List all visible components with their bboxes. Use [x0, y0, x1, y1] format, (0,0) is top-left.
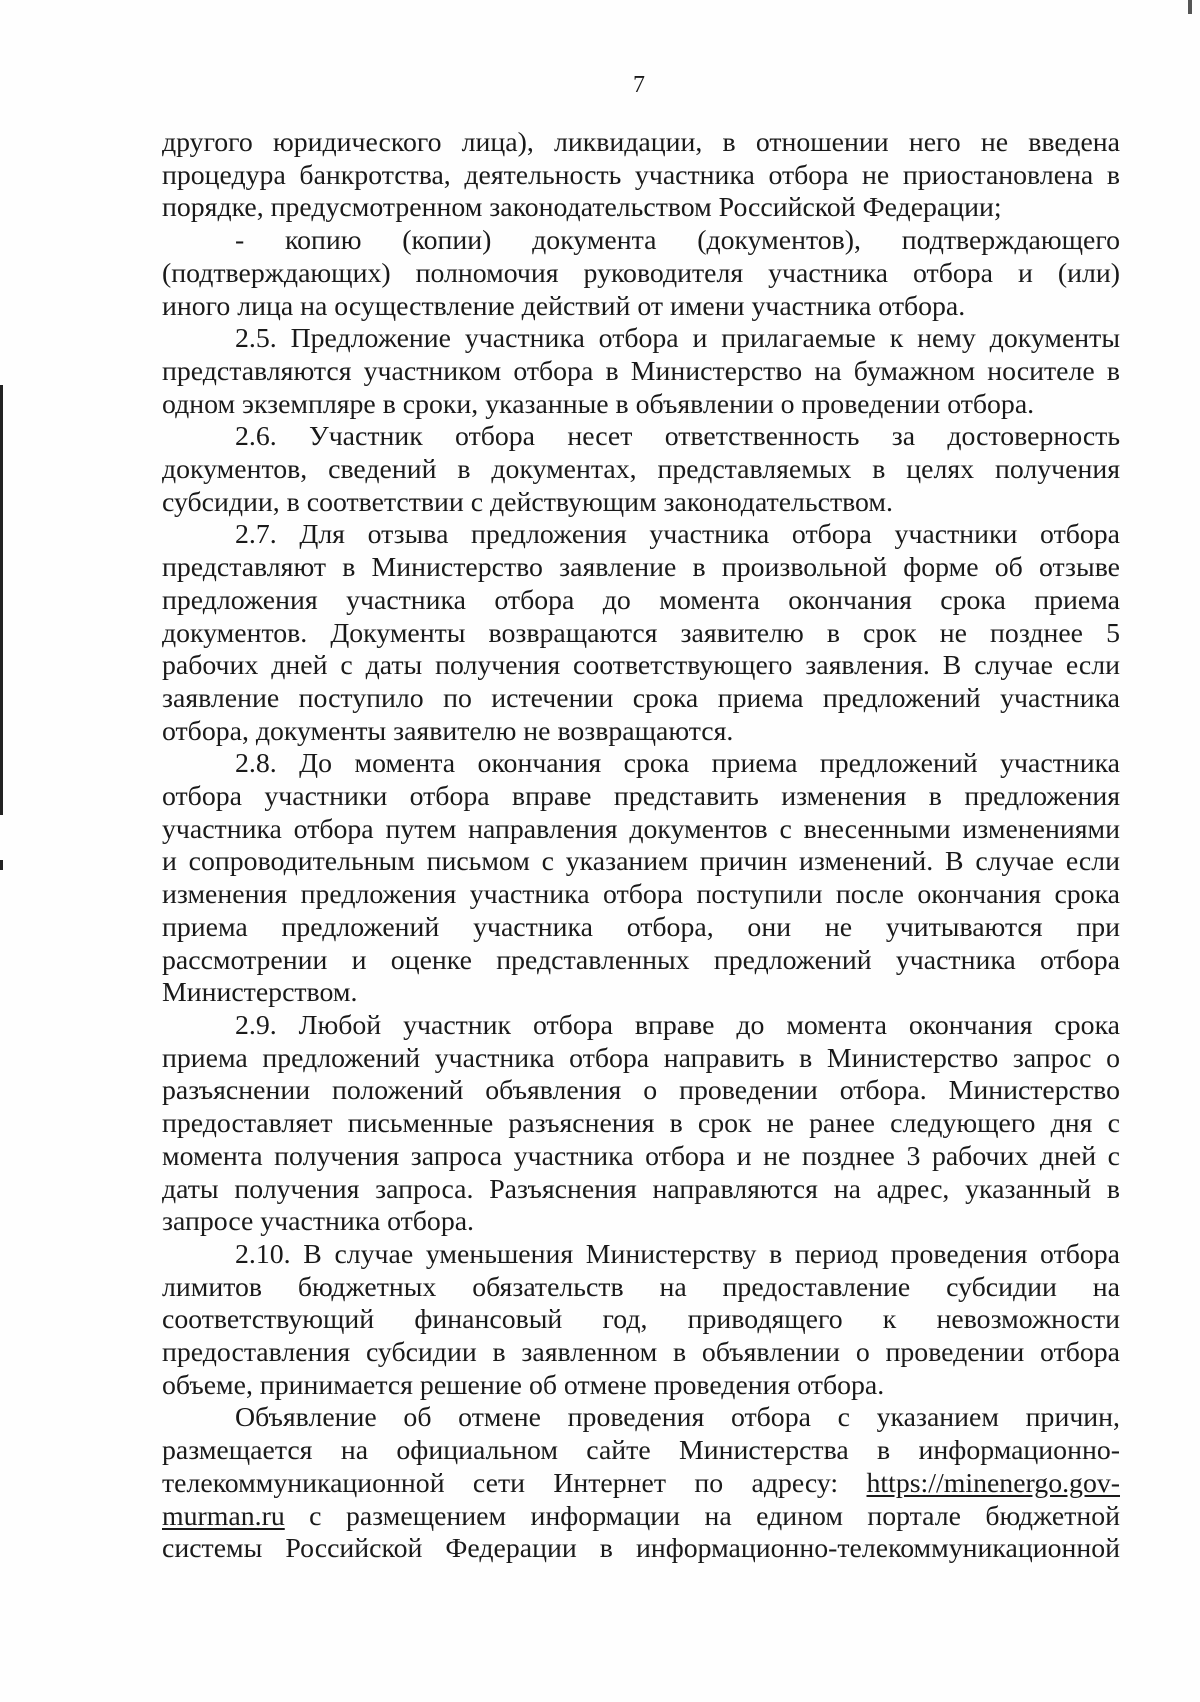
text-line: субсидии, в соответствии с действующим законодательством.: [162, 486, 893, 518]
text-line: приема предложений участника отбора, они не учитываются при: [162, 911, 1120, 943]
text-line: рабочих дней с даты получения соответствующего заявления. В случае если: [162, 650, 1120, 682]
website-link[interactable]: murman.ru: [162, 1500, 285, 1532]
text-line: заявление поступило по истечении срока приема предложений участника: [162, 682, 1120, 714]
text-line: отбора, документы заявителю не возвращаются.: [162, 715, 734, 747]
text-line: документов. Документы возвращаются заявителю в срок не позднее 5: [162, 617, 1120, 649]
text-line: предложения участника отбора до момента окончания срока приема: [162, 584, 1120, 616]
text-line: участника отбора путем направления документов с внесенными изменениями: [162, 813, 1120, 845]
text-line: предоставления субсидии в заявленном в объявлении о проведении отбора: [162, 1337, 1120, 1369]
text-line: Объявление об отмене проведения отбора с указанием причин,: [235, 1402, 1120, 1434]
scan-corner-mark: [1188, 0, 1192, 14]
text-line: соответствующий финансовый год, приводящего к невозможности: [162, 1304, 1120, 1336]
text-line: представляются участником отбора в Министерство на бумажном носителе в: [162, 355, 1120, 387]
text-line: иного лица на осуществление действий от имени участника отбора.: [162, 290, 966, 322]
text-line: (подтверждающих) полномочия руководителя участника отбора и (или): [162, 257, 1120, 289]
text-line: отбора участники отбора вправе представить изменения в предложения: [162, 781, 1120, 813]
text-line: murman.ru с размещением информации на едином портале бюджетной: [162, 1500, 1120, 1532]
text-line: 2.8. До момента окончания срока приема предложений участника: [235, 748, 1120, 780]
text-line: системы Российской Федерации в информационно-телекоммуникационной: [162, 1533, 1120, 1565]
text-line: запросе участника отбора.: [162, 1206, 475, 1238]
text-line: приема предложений участника отбора направить в Министерство запрос о: [162, 1042, 1120, 1074]
text-line: предоставляет письменные разъяснения в срок не ранее следующего дня с: [162, 1108, 1120, 1140]
text-line: процедура банкротства, деятельность участника отбора не приостановлена в: [162, 159, 1120, 191]
text-line: размещается на официальном сайте Министерства в информационно-: [162, 1435, 1120, 1467]
scan-margin-mark: [0, 860, 3, 870]
text-line: 2.6. Участник отбора несет ответственность за достоверность: [235, 421, 1120, 453]
text-line: 2.5. Предложение участника отбора и прилагаемые к нему документы: [235, 323, 1120, 355]
text-line: представляют в Министерство заявление в произвольной форме об отзыве: [162, 552, 1120, 584]
website-link[interactable]: https://minenergo.gov-: [866, 1467, 1120, 1499]
text-line: документов, сведений в документах, представляемых в целях получения: [162, 454, 1120, 486]
text-line: одном экземпляре в сроки, указанные в объявлении о проведении отбора.: [162, 388, 1035, 420]
text-line: другого юридического лица), ликвидации, в отношении него не введена: [162, 127, 1120, 158]
text-line: изменения предложения участника отбора поступили после окончания срока: [162, 879, 1120, 911]
text-line: 2.9. Любой участник отбора вправе до момента окончания срока: [235, 1009, 1120, 1041]
scan-margin-mark: [0, 385, 3, 815]
text-line: рассмотрении и оценке представленных предложений участника отбора: [162, 944, 1120, 976]
text-line: 2.7. Для отзыва предложения участника отбора участники отбора: [235, 519, 1120, 551]
text-line: телекоммуникационной сети Интернет по адресу: https://minenergo.gov-: [162, 1467, 1120, 1499]
document-body: [162, 127, 1120, 1566]
text-line: даты получения запроса. Разъяснения направляются на адрес, указанный в: [162, 1173, 1120, 1205]
text-line: лимитов бюджетных обязательств на предоставление субсидии на: [162, 1271, 1120, 1303]
text-line: и сопроводительным письмом с указанием причин изменений. В случае если: [162, 846, 1120, 878]
page-number: 7: [633, 72, 645, 98]
text-line: Министерством.: [162, 977, 358, 1009]
text-line: - копию (копии) документа (документов), подтверждающего: [235, 225, 1120, 257]
text-line: 2.10. В случае уменьшения Министерству в период проведения отбора: [235, 1238, 1120, 1270]
text-line: порядке, предусмотренном законодательством Российской Федерации;: [162, 192, 1002, 224]
text-line: объеме, принимается решение об отмене проведения отбора.: [162, 1369, 885, 1401]
text-line: момента получения запроса участника отбора и не позднее 3 рабочих дней с: [162, 1140, 1120, 1172]
text-line: разъяснении положений объявления о проведении отбора. Министерство: [162, 1075, 1120, 1107]
